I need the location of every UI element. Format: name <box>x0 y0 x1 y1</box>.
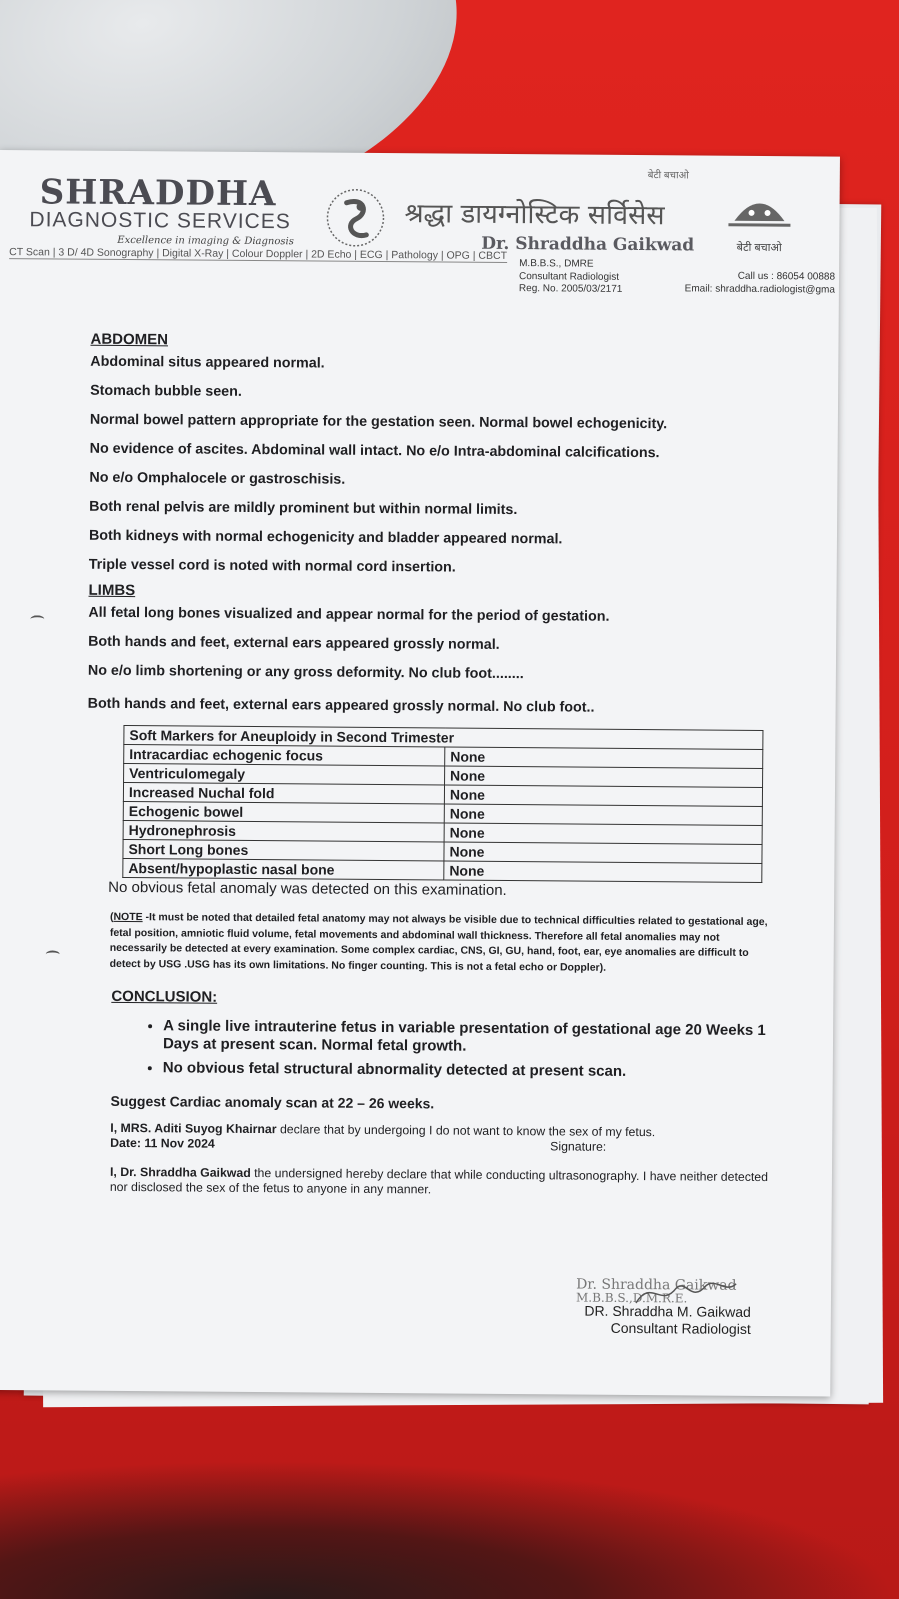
punch-hole <box>46 950 60 958</box>
marker-value: None <box>444 861 762 882</box>
patient-declaration-text: declare that by undergoing I do not want to know the sex of my fetus. <box>276 1122 656 1140</box>
marker-name: Increased Nuchal fold <box>123 782 444 804</box>
note-label: NOTE <box>113 910 143 924</box>
beti-bachao-logo <box>714 191 804 256</box>
marker-name: Hydronephrosis <box>123 820 444 842</box>
doctor-credentials <box>519 258 623 296</box>
abdomen-heading: ABDOMEN <box>90 330 169 349</box>
marker-name: Short Long bones <box>123 839 444 861</box>
abdomen-line: No e/o Omphalocele or gastroschisis. <box>89 469 346 488</box>
beti-slogan-top: बेटी बचाओ <box>647 170 689 182</box>
report-page <box>0 150 840 1397</box>
conclusion-heading: CONCLUSION: <box>111 987 218 1006</box>
soft-markers-table <box>122 725 763 883</box>
report-body <box>84 331 791 1200</box>
marker-value: None <box>445 747 763 768</box>
abdomen-line: Both renal pelvis are mildly prominent but within normal limits. <box>89 498 518 519</box>
limbs-line: Both hands and feet, external ears appeared grossly normal. <box>88 633 500 653</box>
beti-bachao-icon <box>724 191 794 240</box>
doctor-declaration <box>110 1165 784 1200</box>
beti-slogan: बेटी बचाओ <box>736 241 782 255</box>
conclusion-item: • A single live intrauterine fetus in variable presentation of gestational age 20 Weeks 1 Days at present scan. Normal fetal growth. <box>163 1017 785 1058</box>
reg-number: Reg. No. 2005/03/2171 <box>518 283 623 295</box>
limbs-line: All fetal long bones visualized and appear normal for the period of gestation. <box>88 604 610 625</box>
table-title: Soft Markers for Aneuploidy in Second Trimester <box>124 725 763 749</box>
abdomen-line: Both kidneys with normal echogenicity and bladder appeared normal. <box>88 527 563 548</box>
conclusion-item: • No obvious fetal structural abnormality detected at present scan. <box>163 1059 785 1082</box>
contact-info <box>675 269 835 296</box>
suggestion: Suggest Cardiac anomaly scan at 22 – 26 weeks. <box>110 1092 435 1112</box>
patient-declaration <box>110 1121 784 1156</box>
limbs-line: Both hands and feet, external ears appeared grossly normal. No club foot.. <box>87 695 595 716</box>
clinic-emblem-icon <box>324 183 387 253</box>
designation: Consultant Radiologist <box>518 270 620 283</box>
phone: Call us : 86054 00888 <box>737 270 836 283</box>
marker-name: Intracardiac echogenic focus <box>124 744 445 766</box>
stamp-name: Dr. Shraddha Gaikwad <box>576 1276 737 1294</box>
hindi-clinic-name: श्रद्धा डायग्नोस्टिक सर्विसेस <box>404 198 665 232</box>
disclaimer-note: (NOTE -It must be noted that detailed fetal anatomy may not always be visible due to technical difficulties related to gestational age, fetal position, amniotic fluid volume, fetal movements and abdominal wall thickness. Therefore all fetal anomalies may not necessarily be detected at every examination. Some complex cardiac, CNS, GI, GU, hand, foot, ear, eye anomalies are difficult to detect by USG .USG has its own limitations. No finger counting. This is not a fetal echo or Doppler). <box>109 910 768 974</box>
doctor-declaration-name: I, Dr. Shraddha Gaikwad <box>109 1164 251 1181</box>
services-list: CT Scan | 3 D/ 4D Sonography | Digital X-Ray | Colour Doppler | 2D Echo | ECG | Pathology | OPG | CBCT <box>9 246 508 262</box>
signature-label: Signature: <box>550 1139 607 1154</box>
limbs-heading: LIMBS <box>88 581 136 600</box>
limbs-line: No e/o limb shortening or any gross deformity. No club foot........ <box>87 662 524 683</box>
note-text: -It must be noted that detailed fetal anatomy may not always be visible due to technical difficulties related to gestational age, fetal position, amniotic fluid volume, fetal movements and abdominal wall thickness. Therefore all fetal anomalies may not necessarily be detected at every examination. Some complex cardiac, CNS, GI, GU, hand, foot, ear, eye anomalies are difficult to detect by USG .USG has its own limitations. No finger counting. This is not a fetal echo or Doppler). <box>109 911 768 974</box>
abdomen-line: Abdominal situs appeared normal. <box>90 353 325 372</box>
marker-value: None <box>444 785 762 806</box>
signature-row <box>110 1136 784 1156</box>
email: Email: shraddha.radiologist@gma <box>684 283 835 296</box>
brand-subtitle: DIAGNOSTIC SERVICES <box>29 208 291 234</box>
marker-value: None <box>444 842 762 863</box>
marker-name: Absent/hypoplastic nasal bone <box>123 858 444 880</box>
no-anomaly-statement: No obvious fetal anomaly was detected on this examination. <box>108 878 507 900</box>
brand-logo <box>9 172 300 247</box>
stamp-qualification: M.B.B.S.,D.M.R.E. <box>575 1290 688 1306</box>
punch-hole <box>30 615 44 623</box>
marker-value: None <box>445 766 763 787</box>
abdomen-line: Stomach bubble seen. <box>90 382 242 400</box>
qualification: M.B.B.S., DMRE <box>519 258 594 270</box>
signoff-block <box>561 1302 751 1337</box>
abdomen-line: Normal bowel pattern appropriate for the gestation seen. Normal bowel echogenicity. <box>89 411 668 433</box>
patient-name: I, MRS. Aditi Suyog Khairnar <box>110 1120 277 1137</box>
declaration-date: Date: 11 Nov 2024 <box>110 1135 215 1151</box>
shadow <box>0 1460 899 1599</box>
marker-name: Echogenic bowel <box>123 801 444 823</box>
marker-value: None <box>444 823 762 844</box>
marker-name: Ventriculomegaly <box>124 763 445 785</box>
brand-title: SHRADDHA <box>39 172 277 215</box>
abdomen-line: No evidence of ascites. Abdominal wall intact. No e/o Intra-abdominal calcifications. <box>89 440 660 462</box>
brand-tagline: Excellence in imaging & Diagnosis <box>117 234 294 248</box>
marker-value: None <box>444 804 762 825</box>
doctor-name: Dr. Shraddha Gaikwad <box>481 233 695 256</box>
conclusion-list <box>85 1017 785 1082</box>
doctor-declaration-text: the undersigned hereby declare that while conducting ultrasonography. I have neither detected nor disclosed the sex of the fetus to anyone in any manner. <box>109 1166 769 1197</box>
signoff-title: Consultant Radiologist <box>610 1319 751 1337</box>
signoff-name: DR. Shraddha M. Gaikwad <box>584 1302 751 1320</box>
abdomen-line: Triple vessel cord is noted with normal cord insertion. <box>88 556 456 576</box>
